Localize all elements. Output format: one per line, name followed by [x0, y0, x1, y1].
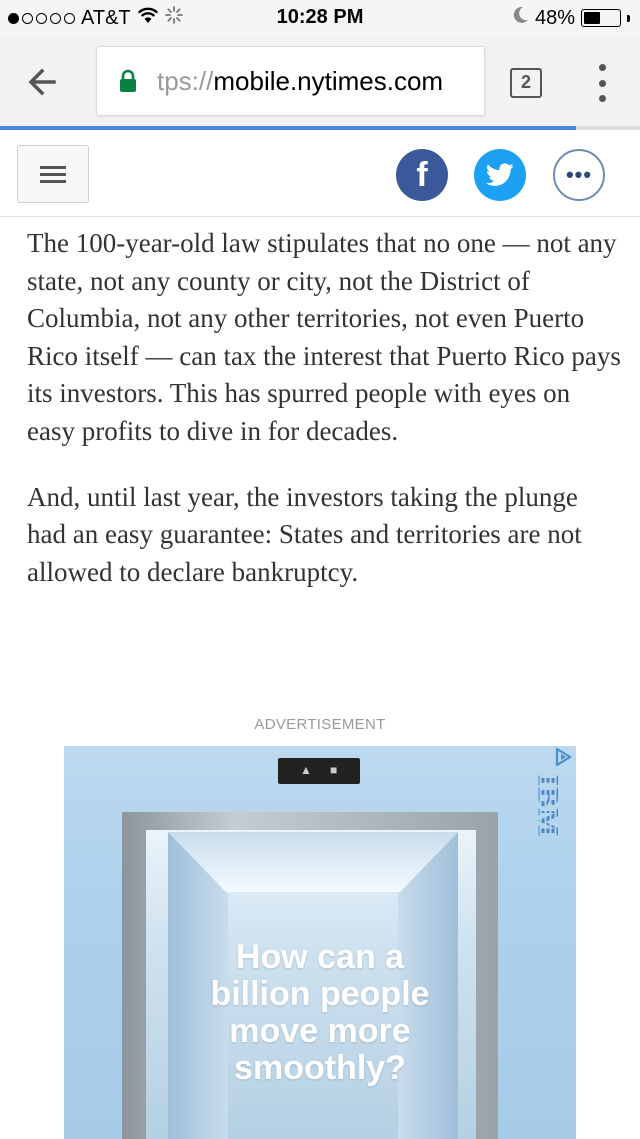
twitter-share-button[interactable] [474, 149, 526, 201]
ad-headline [64, 939, 576, 1087]
battery-tip [627, 15, 630, 22]
url-fade [444, 47, 484, 115]
carrier-name: AT&T [81, 6, 131, 29]
overflow-menu-icon[interactable] [595, 64, 609, 102]
article-paragraph: The 100-year-old law stipulates that no one — not any state, not any county or city, not the District of Columbia, not any other territories, not even Puerto Rico itself — can tax the interest that Puerto Rico pays its investors. This has spurred people with eyes on easy profits to dive in for decades. [27, 228, 621, 446]
twitter-icon [486, 163, 514, 187]
facebook-share-button[interactable] [396, 149, 448, 201]
url-scheme: tps:// [157, 66, 214, 96]
site-header [0, 130, 640, 217]
ibm-logo: IBM [531, 774, 564, 838]
hamburger-menu-button[interactable] [17, 145, 89, 203]
moon-icon [513, 6, 529, 30]
facebook-icon: f [416, 155, 428, 194]
advertisement-label: ADVERTISEMENT [254, 716, 386, 733]
status-right [513, 6, 630, 30]
back-arrow-icon [24, 64, 68, 100]
article-body [27, 225, 622, 619]
more-icon: ••• [565, 162, 593, 187]
elevator-floor-indicator: ▲ ■ [278, 758, 360, 784]
ad-headline-line: move more [229, 1012, 411, 1050]
browser-toolbar [0, 36, 640, 126]
tab-switcher-button[interactable]: 2 [510, 68, 542, 98]
battery-percent: 48% [534, 6, 575, 29]
status-bar [0, 0, 640, 36]
ad-headline-line: billion people [210, 975, 430, 1013]
article-paragraph: And, until last year, the investors taking the plunge had an easy guarantee: States and territories are not allowed to declare bankruptcy. [27, 481, 582, 587]
more-share-options-button[interactable] [553, 149, 605, 201]
url-host: mobile.nytimes.com [213, 66, 444, 96]
lock-icon [119, 69, 137, 93]
ad-headline-line: smoothly? [234, 1049, 406, 1087]
back-button[interactable] [24, 64, 68, 100]
ad-choices-icon[interactable] [554, 748, 572, 766]
ad-headline-line: How can a [235, 938, 405, 976]
url-bar[interactable] [96, 46, 485, 116]
status-time: 10:28 PM [276, 6, 364, 28]
battery-icon [581, 9, 621, 27]
advertisement-banner[interactable] [64, 746, 576, 1139]
url-text [157, 66, 443, 97]
